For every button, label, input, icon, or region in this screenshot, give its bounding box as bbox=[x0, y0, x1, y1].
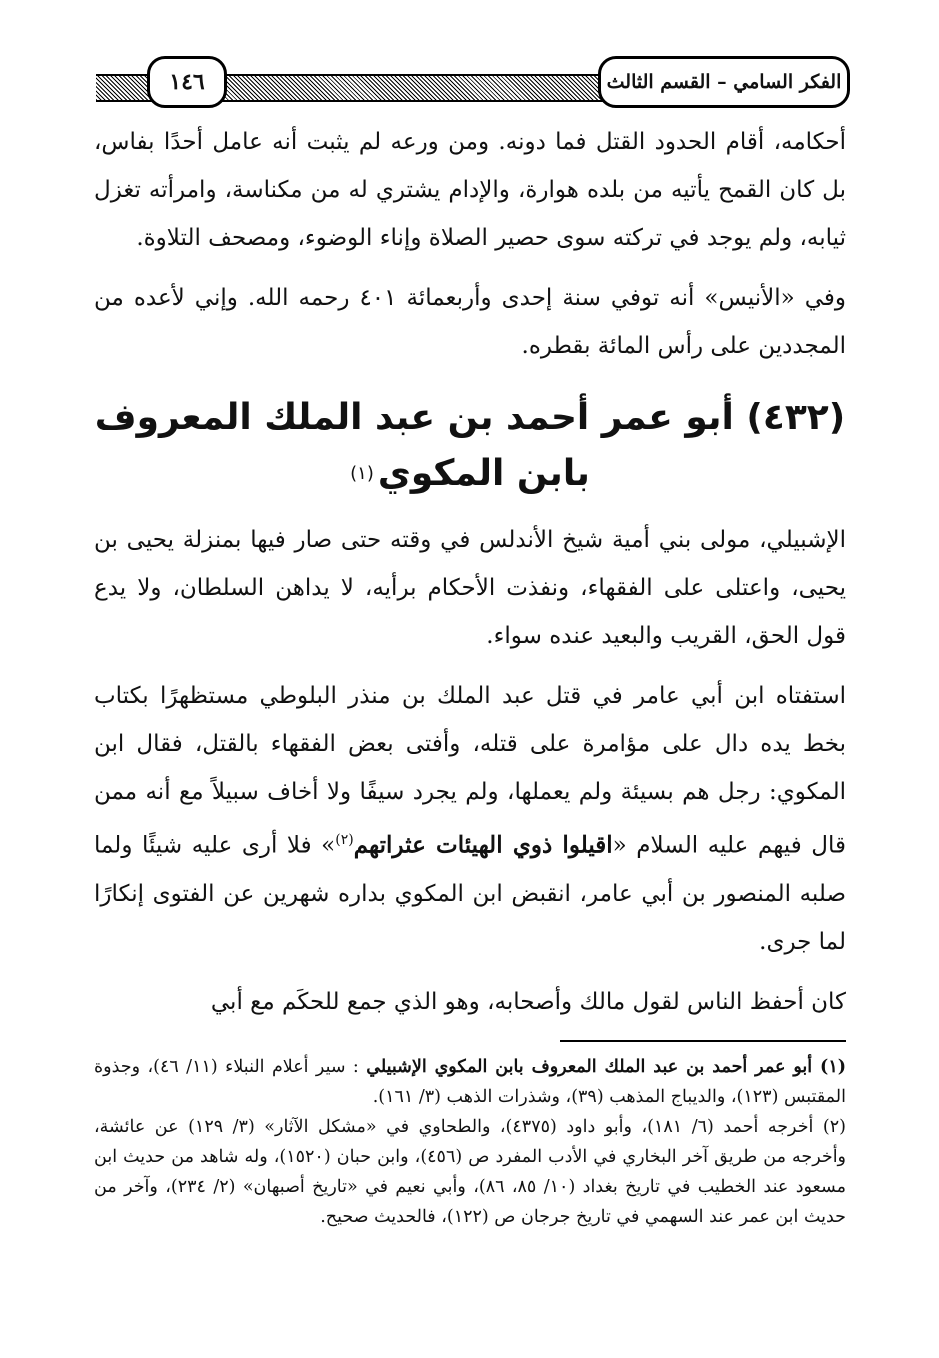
header-title-text: الفكر السامي – القسم الثالث bbox=[606, 71, 842, 93]
paragraph-continuation: أحكامه، أقام الحدود القتل فما دونه. ومن ورعه لم يثبت أنه عامل أحدًا بفاس، بل كان القمح يأتيه من بلده هوارة، والإدام يشتري له من مكناسة، وامرأته تغزل ثيابه، ولم يوجد في تركته سوى حصير الصلاة وإناء الوضوء، ومصحف التلاوة. bbox=[94, 129, 846, 251]
hadith-footnote-ref: (٢) bbox=[335, 832, 354, 848]
hadith-quote: اقيلوا ذوي الهيئات عثراتهم bbox=[353, 831, 613, 859]
paragraph-anis: وفي «الأنيس» أنه توفي سنة إحدى وأربعمائة ٤٠١ رحمه الله. وإني لأعده من المجددين على رأس المائة بقطره. bbox=[94, 285, 847, 359]
entry-heading bbox=[94, 390, 846, 502]
running-header-title bbox=[598, 56, 850, 108]
entry-paragraph-fatwa bbox=[94, 672, 846, 966]
fatwa-text-part2: » فلا أرى عليه شيئًا ولما صلبه المنصور بن أبي عامر، انقبض ابن المكوي بداره شهرين عن الفتوى إنكارًا لما جرى. bbox=[94, 832, 846, 955]
footnote-1-subject: (١) أبو عمر أحمد بن عبد الملك المعروف بابن المكوي الإشبيلي bbox=[366, 1056, 846, 1077]
page-number bbox=[147, 56, 227, 108]
page-number-text: ١٤٦ bbox=[169, 69, 205, 95]
entry-paragraph-bio: الإشبيلي، مولى بني أمية شيخ الأندلس في وقته حتى صار فيها بمنزلة يحيى بن يحيى، واعتلى على الفقهاء، ونفذت الأحكام برأيه، لا يداهن السلطان، ولا يدع قول الحق، القريب والبعيد عنده سواء. bbox=[94, 527, 846, 649]
footnote-1-sources: : سير أعلام النبلاء (١١/ ٤٦)، وجذوة المقتبس (١٢٣)، والديباج المذهب (٣٩)، وشذرات الذهب (٣/ ١٦١). bbox=[94, 1056, 846, 1107]
footnote-2: (٢) أخرجه أحمد (٦/ ١٨١)، وأبو داود (٤٣٧٥)، والطحاوي في «مشكل الآثار» (٣/ ١٢٩) عن عائشة، وأخرجه من طريق آخر البخاري في الأدب المفرد ص (٤٥٦)، وابن حبان (١٥٢٠)، وله شاهد من حديث ابن مسعود عند الخطيب في تاريخ بغداد (١٠/ ٨٥، ٨٦)، وأبي نعيم في «تاريخ أصبهان» (٢/ ٢٣٤)، وآخر من حديث ابن عمر عند السهمي في تاريخ جرجان ص (١٢٢)، فالحديث صحيح. bbox=[94, 1116, 847, 1227]
footnote-1 bbox=[94, 1052, 846, 1112]
footnote-separator bbox=[560, 1040, 846, 1042]
entry-footnote-ref: (١) bbox=[350, 463, 374, 484]
fatwa-text-part1: استفتاه ابن أبي عامر في قتل عبد الملك بن منذر البلوطي مستظهرًا بكتاب بخط يده دال على مؤامرة على قتله، وأفتى بعض الفقهاء بالقتل، فقال ابن المكوي: رجل هم بسيئة ولم يعملها، ولم يجرد سيفًا ولا أخاف سبيلاً مع أنه ممن قال فيهم عليه السلام « bbox=[94, 683, 846, 859]
page-body bbox=[94, 118, 846, 1232]
footnotes bbox=[94, 1052, 846, 1232]
entry-paragraph-knowledge: كان أحفظ الناس لقول مالك وأصحابه، وهو الذي جمع للحكَم مع أبي bbox=[210, 988, 846, 1015]
entry-heading-text: (٤٣٢) أبو عمر أحمد بن عبد الملك المعروف بابن المكوي bbox=[94, 397, 846, 494]
